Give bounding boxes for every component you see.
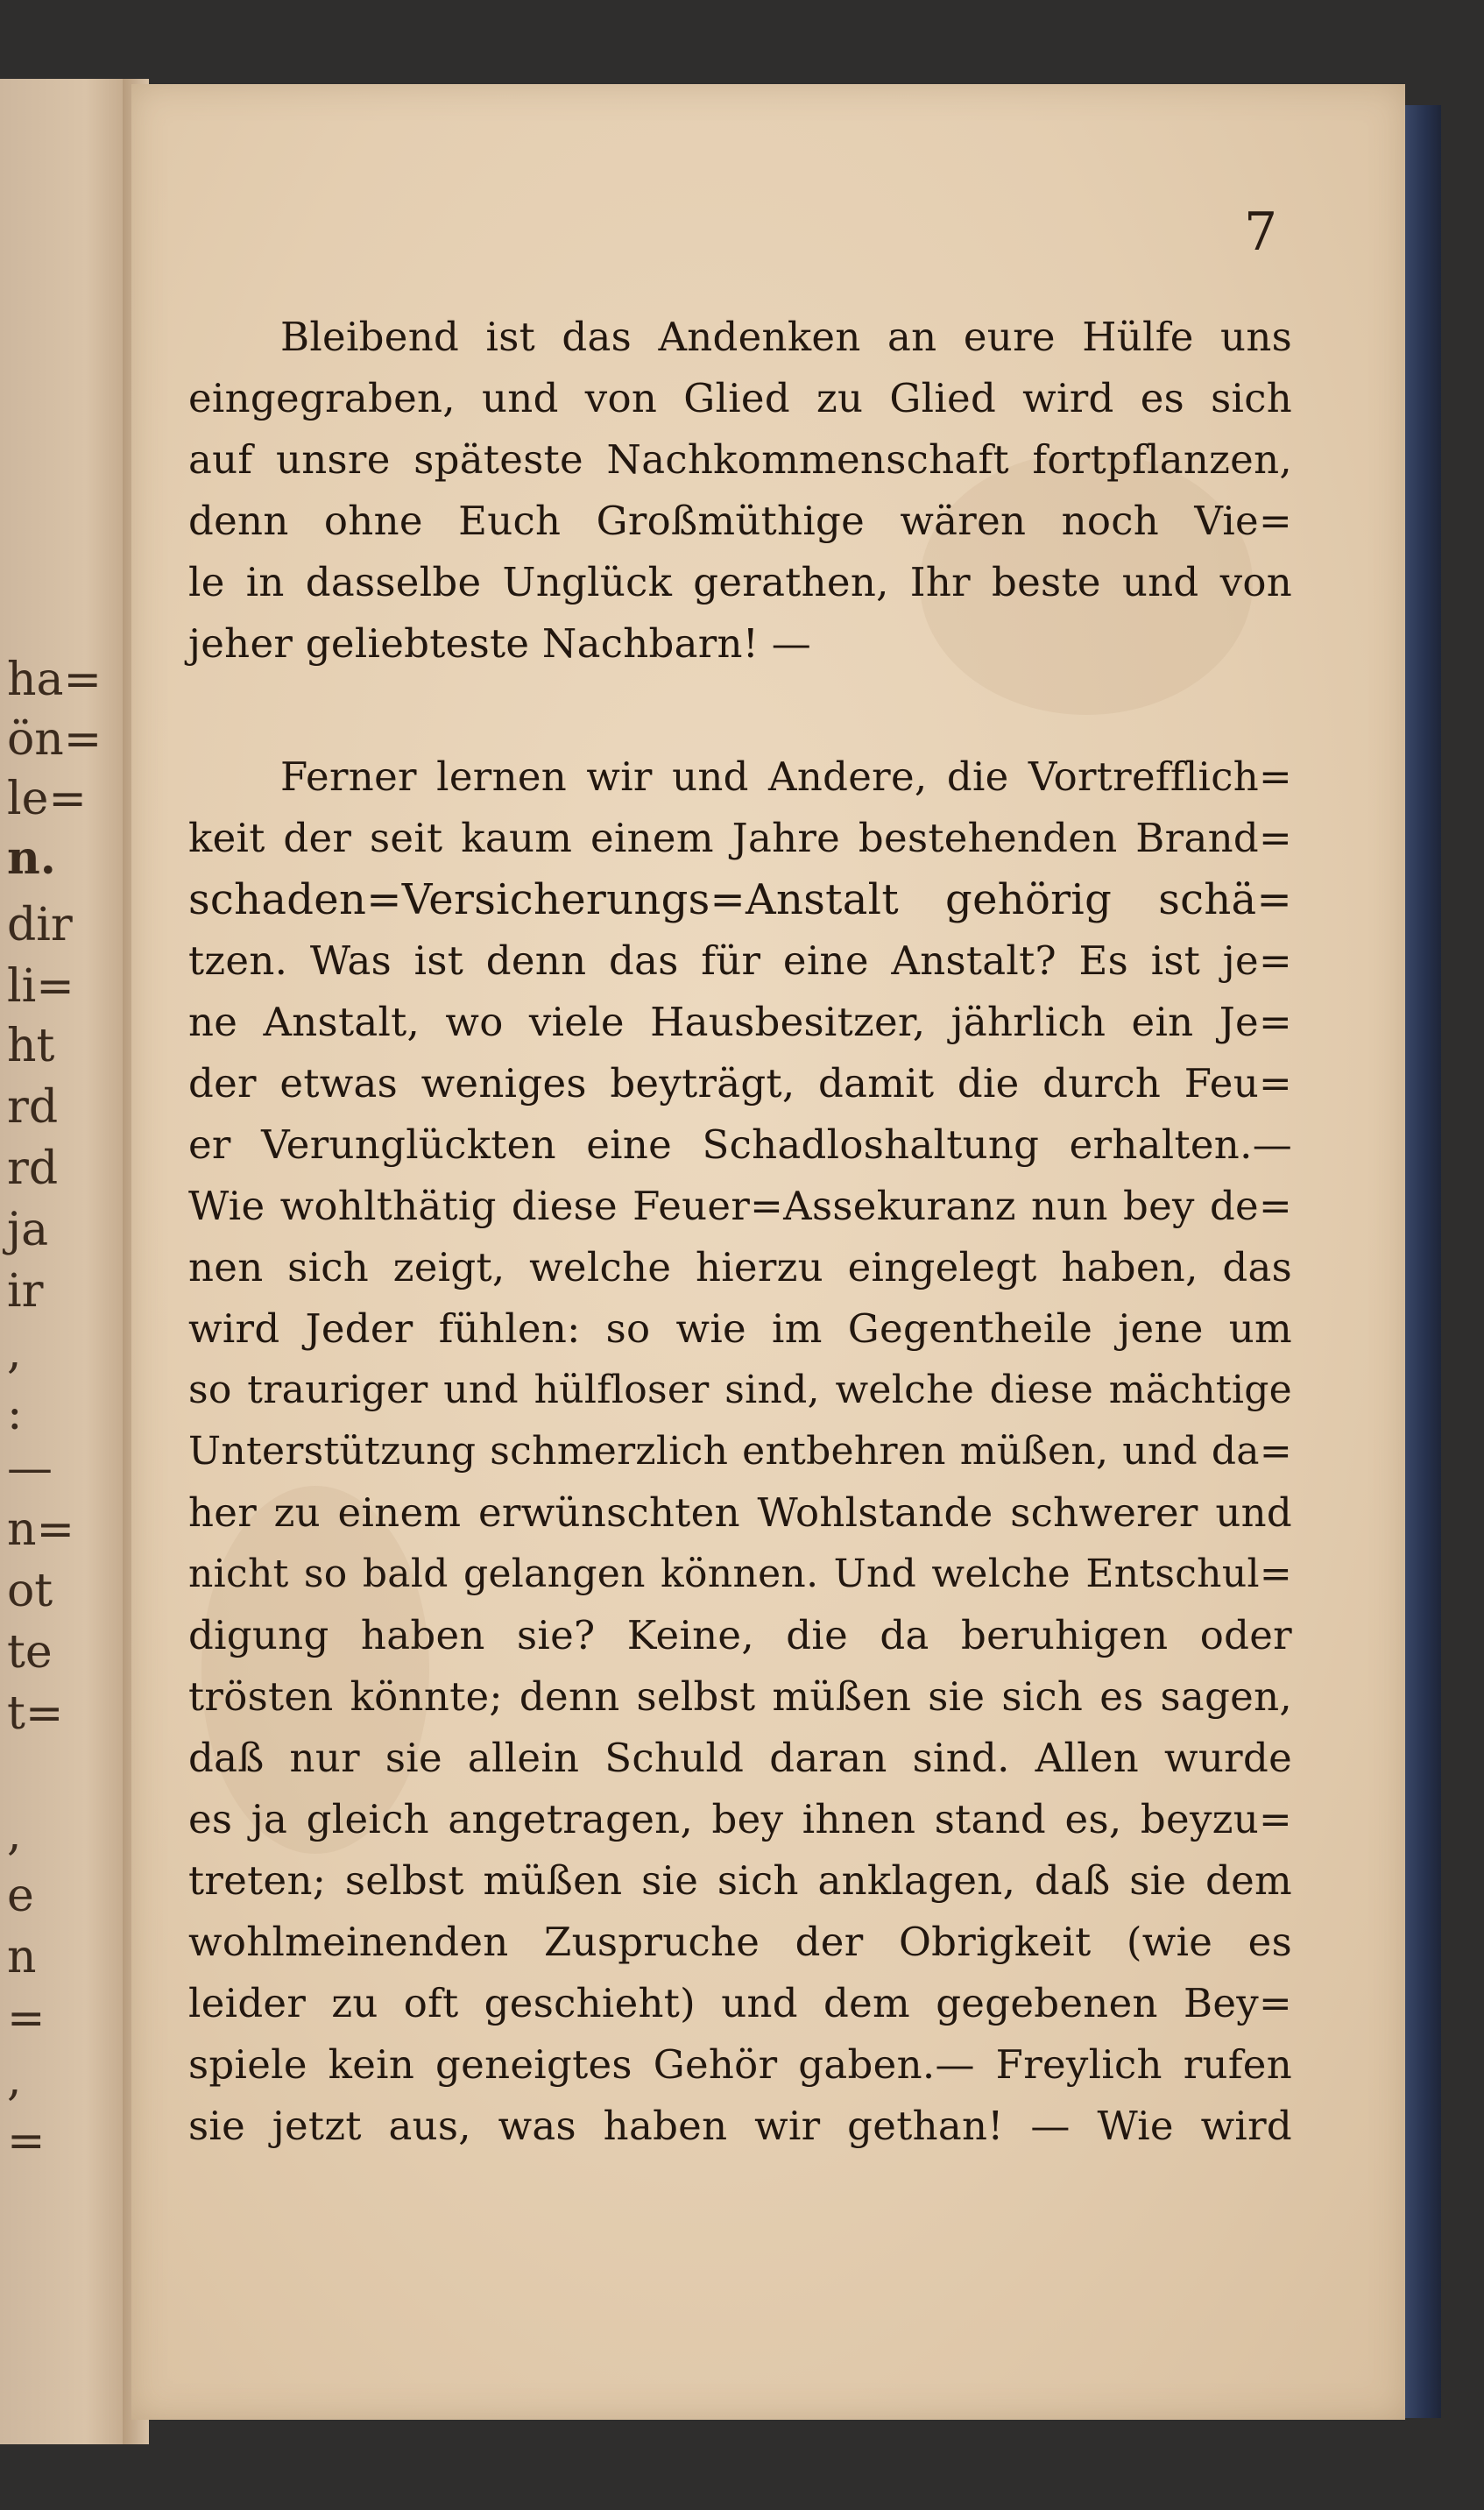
margin-fragment: ir xyxy=(7,1265,44,1318)
paragraph-1 xyxy=(188,307,1292,675)
margin-fragment: n xyxy=(7,1931,37,1983)
margin-fragment: ot xyxy=(7,1565,53,1617)
text-line: her zu einem erwünschten Wohlstande schwerer und xyxy=(188,1489,1292,1536)
book-cover-edge xyxy=(1400,105,1441,2418)
text-line: Ferner lernen wir und Andere, die Vortrefflich= xyxy=(280,753,1292,800)
margin-fragment: te xyxy=(7,1626,53,1679)
margin-fragment: — xyxy=(7,1442,53,1495)
margin-fragment: dir xyxy=(7,899,73,951)
text-line: leider zu oft geschieht) und dem gegebenen Bey= xyxy=(188,1980,1292,2026)
text-line: denn ohne Euch Großmüthige wären noch Vie= xyxy=(188,498,1292,544)
text-line: er Verunglückten eine Schadloshaltung erhalten.— xyxy=(188,1121,1292,1168)
margin-fragment: t= xyxy=(7,1687,64,1740)
text-line: wird Jeder fühlen: so wie im Gegentheile jene um xyxy=(188,1305,1292,1352)
text-line: treten; selbst müßen sie sich anklagen, daß sie dem xyxy=(188,1857,1292,1904)
text-line: daß nur sie allein Schuld daran sind. Allen wurde xyxy=(188,1735,1292,1781)
margin-fragment: , xyxy=(7,1326,22,1379)
text-line: sie jetzt aus, was haben wir gethan! — Wie wird xyxy=(188,2103,1292,2149)
margin-fragment: e xyxy=(7,1870,34,1922)
text-line: so trauriger und hülfloser sind, welche diese mächtige xyxy=(188,1368,1292,1412)
paragraph-2 xyxy=(188,746,1292,2157)
paragraph-gap xyxy=(188,675,1292,746)
text-line: Unterstützung schmerzlich entbehren müßen, und da= xyxy=(188,1429,1292,1474)
text-line: trösten könnte; denn selbst müßen sie sich es sagen, xyxy=(188,1673,1292,1720)
text-line: jeher geliebteste Nachbarn! — xyxy=(188,620,812,667)
facing-page-edge xyxy=(0,79,124,2444)
margin-fragment: le= xyxy=(7,773,87,825)
text-line: schaden=Versicherungs=Anstalt gehörig schä= xyxy=(188,875,1292,924)
text-line: tzen. Was ist denn das für eine Anstalt? Es ist je= xyxy=(188,937,1292,984)
margin-fragment: rd xyxy=(7,1081,59,1134)
margin-fragment: , xyxy=(7,2054,22,2106)
margin-fragment: , xyxy=(7,1808,22,1861)
margin-fragment: ön= xyxy=(7,713,102,766)
text-line: spiele kein geneigtes Gehör gaben.— Freylich rufen xyxy=(188,2041,1292,2088)
margin-fragment: rd xyxy=(7,1142,59,1195)
margin-fragment: ja xyxy=(7,1204,49,1256)
margin-fragment: li= xyxy=(7,960,74,1013)
margin-fragment: : xyxy=(7,1388,23,1440)
text-line: ne Anstalt, wo viele Hausbesitzer, jährlich ein Je= xyxy=(188,999,1292,1045)
text-line: wohlmeinenden Zuspruche der Obrigkeit (wie es xyxy=(188,1919,1292,1965)
text-line: es ja gleich angetragen, bey ihnen stand es, beyzu= xyxy=(188,1796,1292,1842)
text-line: nen sich zeigt, welche hierzu eingelegt haben, das xyxy=(188,1244,1292,1290)
text-line: digung haben sie? Keine, die da beruhigen oder xyxy=(188,1612,1292,1658)
text-line: der etwas weniges beyträgt, damit die durch Feu= xyxy=(188,1060,1292,1107)
text-line: eingegraben, und von Glied zu Glied wird es sich xyxy=(188,375,1292,421)
margin-fragment: n= xyxy=(7,1503,75,1556)
text-line: Bleibend ist das Andenken an eure Hülfe uns xyxy=(280,314,1292,360)
margin-fragment: ha= xyxy=(7,654,102,706)
text-line: Wie wohlthätig diese Feuer=Assekuranz nun bey de= xyxy=(188,1183,1292,1229)
page-number: 7 xyxy=(1244,202,1278,263)
body-text xyxy=(188,307,1292,2157)
margin-fragment: ht xyxy=(7,1020,55,1072)
margin-fragment: = xyxy=(7,1992,46,2045)
text-line: le in dasselbe Unglück gerathen, Ihr beste und von xyxy=(188,559,1292,605)
text-line: keit der seit kaum einem Jahre bestehenden Brand= xyxy=(188,815,1292,861)
margin-fragment: = xyxy=(7,2115,46,2167)
text-line: nicht so bald gelangen können. Und welche Entschul= xyxy=(188,1552,1292,1596)
margin-fragment: n. xyxy=(7,831,56,885)
text-line: auf unsre späteste Nachkommenschaft fortpflanzen, xyxy=(188,436,1292,483)
